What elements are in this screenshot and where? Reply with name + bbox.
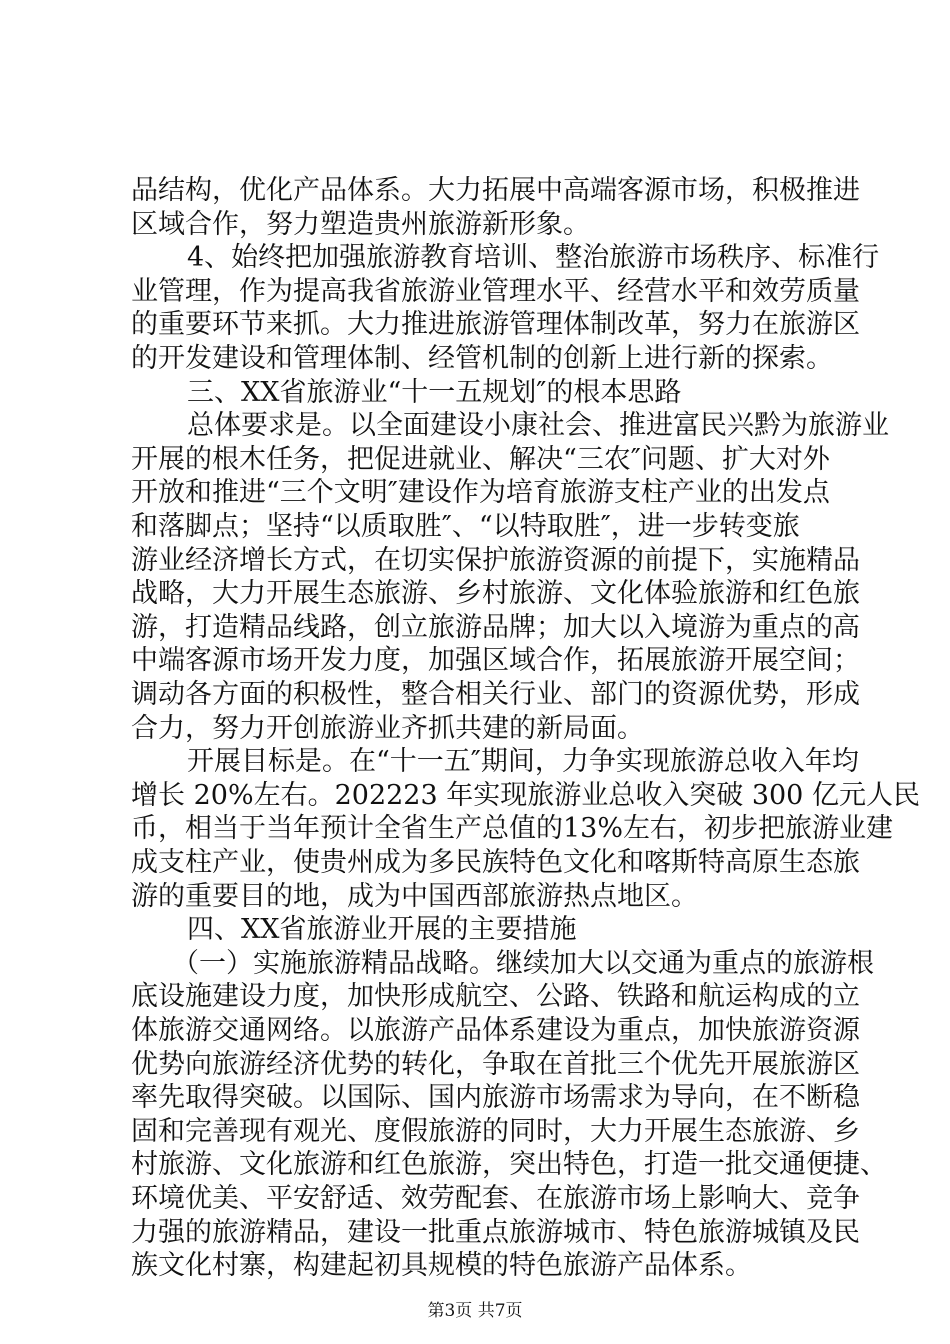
text-line: 的开发建设和管理体制、经管机制的创新上进行新的探索。 (131, 343, 833, 374)
text-line: 优势向旅游经济优势的转化，争取在首批三个优先开展旅游区 (131, 1048, 860, 1080)
page-indicator: 第3页 共7页 (427, 1301, 523, 1321)
text-line: 底设施建设力度，加快形成航空、公路、铁路和航运构成的立 (131, 981, 860, 1013)
text-line: 品结构，优化产品体系。大力拓展中高端客源市场，积极推进 (131, 175, 860, 206)
text-line: 的重要环节来抓。大力推进旅游管理体制改革，努力在旅游区 (131, 309, 860, 341)
text-line: （一）实施旅游精品战略。继续加大以交通为重点的旅游根 (172, 947, 874, 979)
text-line: 成支柱产业，使贵州成为多民族特色文化和喀斯特高原生态旅 (131, 847, 860, 878)
text-line: 游，打造精品线路，创立旅游品牌；加大以入境游为重点的高 (131, 611, 860, 643)
text-line: 增长 20%左右。202223 年实现旅游业总收入突破 300 亿元人民 (131, 779, 920, 811)
text-line: 游业经济增长方式，在切实保护旅游资源的前提下，实施精品 (131, 544, 860, 576)
text-line: 币，相当于当年预计全省生产总值的13%左右，初步把旅游业建 (131, 813, 894, 845)
text-line: 率先取得突破。以国际、国内旅游市场需求为导向，在不断稳 (131, 1082, 860, 1114)
text-line: 环境优美、平安舒适、效劳配套、在旅游市场上影响大、竞争 (131, 1183, 860, 1214)
text-line: 力强的旅游精品，建设一批重点旅游城市、特色旅游城镇及民 (131, 1216, 860, 1248)
text-line: 开展的根木任务，把促进就业、解决“三农″问题、扩大对外 (131, 443, 830, 475)
text-line: 族文化村寨，构建起初具规模的特色旅游产品体系。 (131, 1250, 752, 1282)
text-line: 村旅游、文化旅游和红色旅游，突出特色，打造一批交通便捷、 (131, 1149, 887, 1181)
section-heading: 三、XX省旅游业“十一五规划″的根本思路 (187, 376, 682, 408)
text-line: 业管理，作为提高我省旅游业管理水平、经营水平和效劳质量 (131, 275, 860, 307)
text-line: 中端客源市场开发力度，加强区域合作，拓展旅游开展空间； (131, 645, 860, 677)
section-heading: 四、XX省旅游业开展的主要措施 (187, 914, 577, 946)
text-line: 总体要求是。以全面建设小康社会、推进富民兴黔为旅游业 (187, 410, 889, 442)
text-line: 固和完善现有观光、度假旅游的同时，大力开展生态旅游、乡 (131, 1115, 860, 1147)
text-line: 游的重要目的地，成为中国西部旅游热点地区。 (131, 880, 698, 912)
text-line: 区域合作，努力塑造贵州旅游新形象。 (131, 208, 590, 240)
text-line: 和落脚点；坚持“以质取胜″、“以特取胜″，进一步转变旅 (131, 511, 800, 542)
page-footer (0, 1300, 950, 1322)
text-line: 调动各方面的积极性，整合相关行业、部门的资源优势，形成 (131, 679, 860, 710)
text-line: 4、始终把加强旅游教育培训、整治旅游市场秩序、标准行 (187, 242, 880, 274)
text-line: 开放和推进“三个文明″建设作为培育旅游支柱产业的出发点 (131, 477, 830, 509)
text-line: 战略，大力开展生态旅游、乡村旅游、文化体验旅游和红色旅 (131, 578, 860, 610)
text-line: 体旅游交通网络。以旅游产品体系建设为重点，加快旅游资源 (131, 1015, 860, 1046)
text-line: 开展目标是。在“十一五″期间，力争实现旅游总收入年均 (187, 746, 859, 778)
text-line: 合力，努力开创旅游业齐抓共建的新局面。 (131, 712, 644, 744)
